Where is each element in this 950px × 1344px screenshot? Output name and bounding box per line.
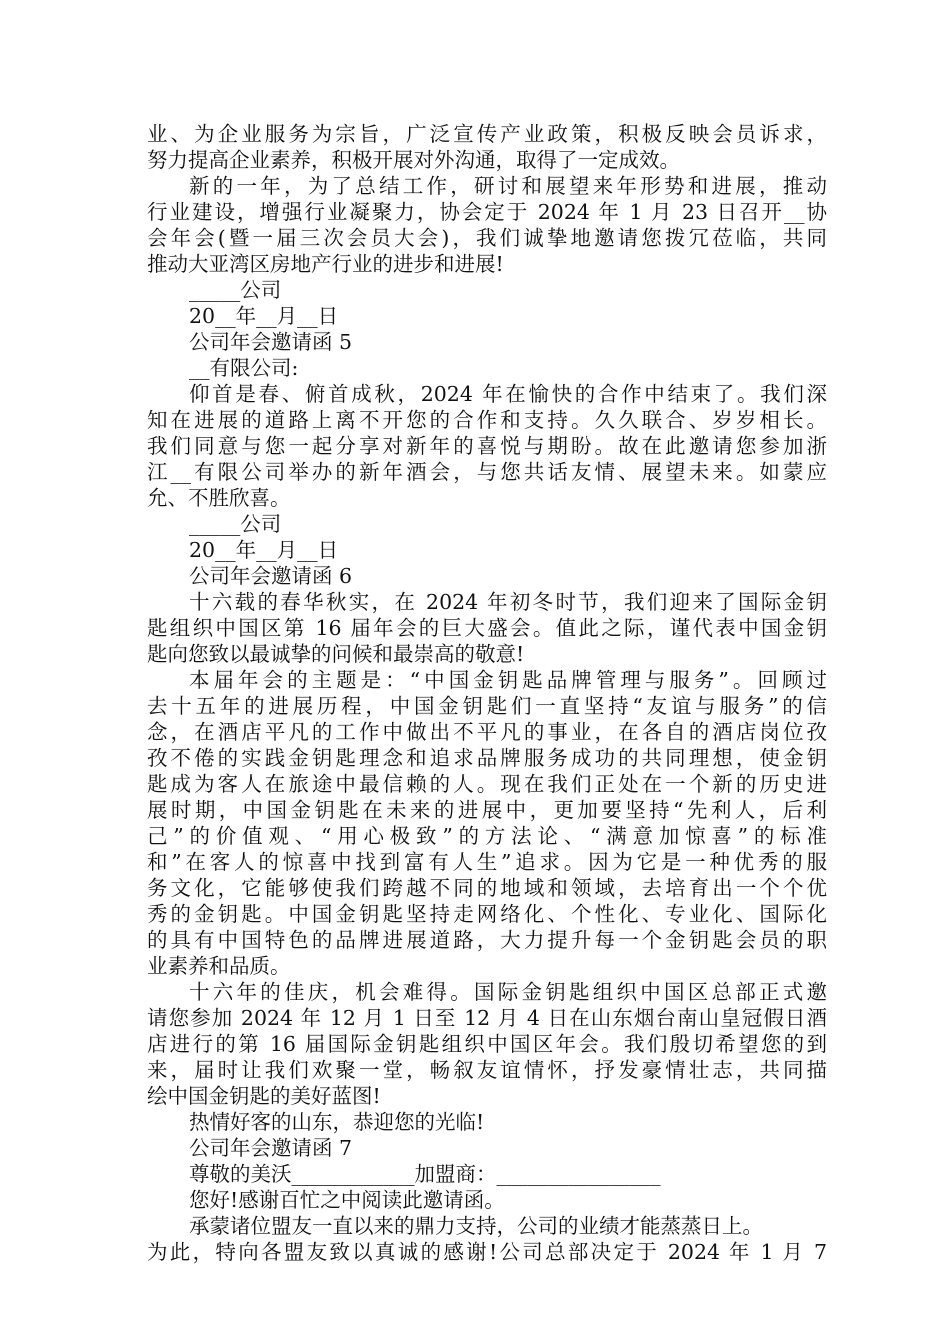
document-line: 绘中国金钥匙的美好蓝图!: [147, 1084, 381, 1108]
document-line: 店进行的第 16 届国际金钥匙组织中国区年会。我们殷切希望您的到: [147, 1032, 827, 1056]
document-line: 20__年__月__日: [189, 538, 339, 562]
document-line: _____公司: [189, 278, 282, 302]
document-line: 来，届时让我们欢聚一堂，畅叙友谊情怀，抒发豪情壮志，共同描: [147, 1058, 827, 1082]
document-line: 和”在客人的惊喜中找到富有人生”追求。因为它是一种优秀的服: [147, 850, 827, 874]
document-line: __有限公司:: [189, 356, 299, 380]
document-line: 秀的金钥匙。中国金钥匙坚持走网络化、个性化、专业化、国际化: [147, 902, 827, 926]
document-line: 匙向您致以最诚挚的问候和最崇高的敬意!: [147, 642, 525, 666]
document-line: 去十五年的进展历程，中国金钥匙们一直坚持“友谊与服务”的信: [147, 694, 827, 718]
document-line: 仰首是春、俯首成秋，2024 年在愉快的合作中结束了。我们深: [189, 382, 827, 406]
document-line: 念，在酒店平凡的工作中做出不平凡的事业，在各自的酒店岗位孜: [147, 720, 827, 744]
document-line: 我们同意与您一起分享对新年的喜悦与期盼。故在此邀请您参加浙: [147, 434, 827, 458]
document-line: 努力提高企业素养，积极开展对外沟通，取得了一定成效。: [147, 148, 680, 172]
document-line: 十六年的佳庆，机会难得。国际金钥匙组织中国区总部正式邀: [189, 980, 827, 1004]
document-line: 20__年__月__日: [189, 304, 339, 328]
document-line: 推动大亚湾区房地产行业的进步和进展!: [147, 252, 504, 276]
document-line: _____公司: [189, 512, 282, 536]
document-line: 为此，特向各盟友致以真诚的感谢!公司总部决定于 2024 年 1 月 7: [147, 1240, 827, 1264]
document-line: 请您参加 2024 年 12 月 1 日至 12 月 4 日在山东烟台南山皇冠假日酒: [147, 1006, 827, 1030]
document-line: 您好!感谢百忙之中阅读此邀请函。: [189, 1188, 505, 1212]
document-line: 允、不胜欣喜。: [147, 486, 291, 510]
document-line: 承蒙诸位盟友一直以来的鼎力支持，公司的业绩才能蒸蒸日上。: [189, 1214, 763, 1238]
document-line: 匙组织中国区第 16 届年会的巨大盛会。值此之际，谨代表中国金钥: [147, 616, 827, 640]
document-line: 十六载的春华秋实，在 2024 年初冬时节，我们迎来了国际金钥: [189, 590, 827, 614]
document-line: 务文化，它能够使我们跨越不同的地域和领域，去培育出一个个优: [147, 876, 827, 900]
document-line: 新的一年，为了总结工作，研讨和展望来年形势和进展，推动: [189, 174, 827, 198]
document-line: 公司年会邀请函 7: [189, 1136, 353, 1160]
document-line: 行业建设，增强行业凝聚力，协会定于 2024 年 1 月 23 日召开__协: [147, 200, 827, 224]
document-line: 己”的价值观、“用心极致”的方法论、“满意加惊喜”的标准: [147, 824, 827, 848]
document-line: 江__有限公司举办的新年酒会，与您共话友情、展望未来。如蒙应: [147, 460, 827, 484]
document-line: 公司年会邀请函 6: [189, 564, 353, 588]
document-line: 展时期，中国金钥匙在未来的进展中，更加要坚持“先利人，后利: [147, 798, 827, 822]
document-line: 本届年会的主题是：“中国金钥匙品牌管理与服务”。回顾过: [189, 668, 827, 692]
document-line: 尊敬的美沃____________加盟商：________________: [189, 1162, 661, 1186]
document-line: 知在进展的道路上离不开您的合作和支持。久久联合、岁岁相长。: [147, 408, 827, 432]
document-body: [147, 121, 827, 1265]
document-line: 孜不倦的实践金钥匙理念和追求品牌服务成功的共同理想，使金钥: [147, 746, 827, 770]
document-line: 业素养和品质。: [147, 954, 291, 978]
document-line: 匙成为客人在旅途中最信赖的人。现在我们正处在一个新的历史进: [147, 772, 827, 796]
document-line: 业、为企业服务为宗旨，广泛宣传产业政策，积极反映会员诉求，: [147, 122, 827, 146]
document-line: 公司年会邀请函 5: [189, 330, 353, 354]
document-line: 会年会(暨一届三次会员大会)，我们诚挚地邀请您拨冗莅临，共同: [147, 226, 827, 250]
document-line: 的具有中国特色的品牌进展道路，大力提升每一个金钥匙会员的职: [147, 928, 827, 952]
document-line: 热情好客的山东，恭迎您的光临!: [189, 1110, 485, 1134]
